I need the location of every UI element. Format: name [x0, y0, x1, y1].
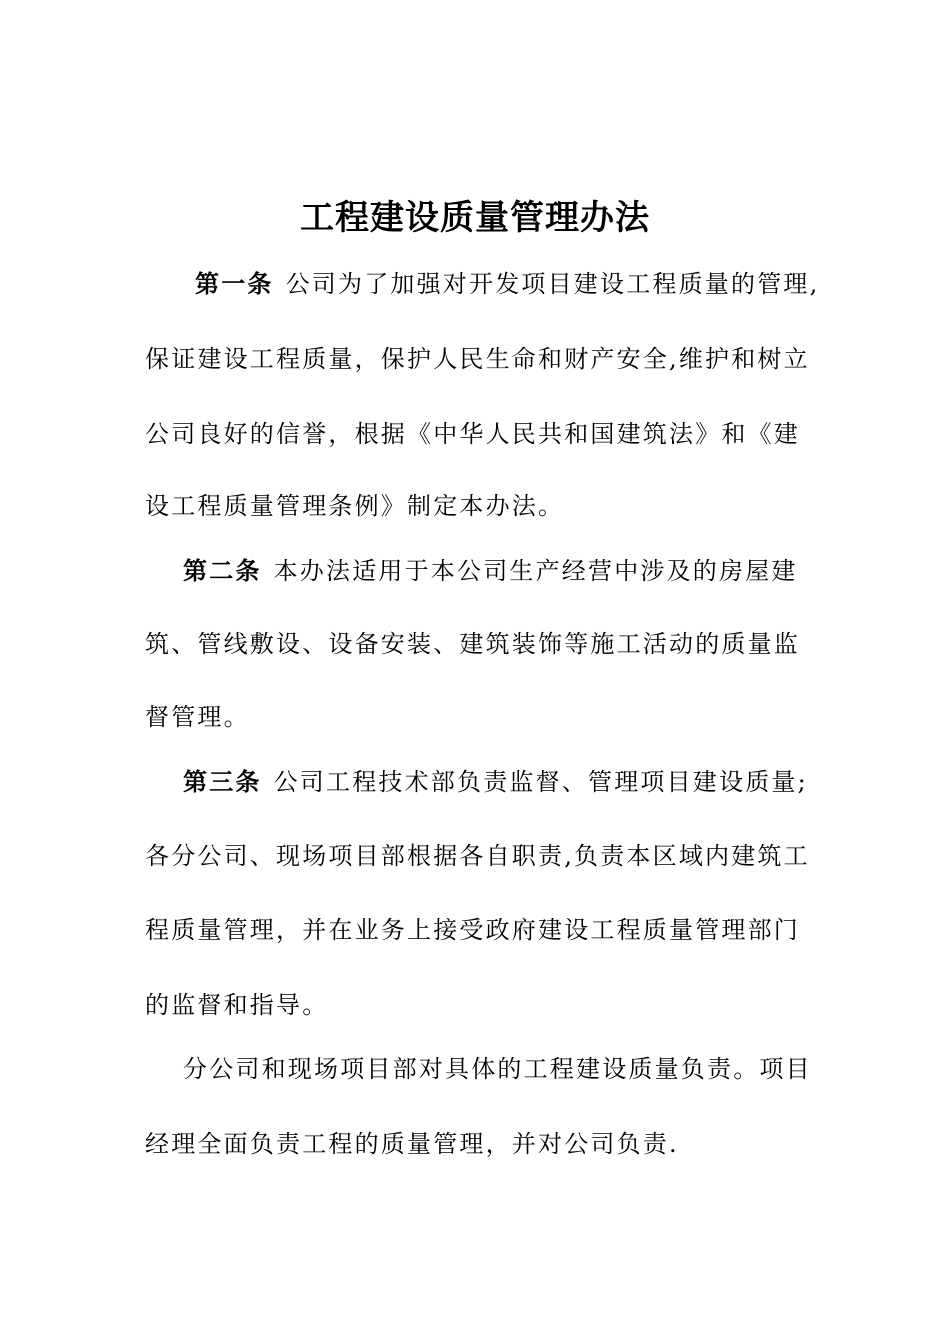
article-2-line-3: 督管理。 — [145, 703, 250, 731]
document-title: 工程建设质量管理办法 — [300, 198, 650, 238]
article-1-line-3: 公司良好的信誉，根据《中华人民共和国建筑法》和《建 — [145, 420, 800, 448]
article-1-line-4: 设工程质量管理条例》制定本办法。 — [145, 492, 565, 520]
article-1-line-1 — [195, 268, 819, 300]
article-3-text-1: 公司工程技术部负责监督、管理项目建设质量; — [273, 768, 808, 796]
article-3-label: 第三条 — [183, 767, 262, 796]
article-3-line-3: 程质量管理，并在业务上接受政府建设工程质量管理部门 — [145, 916, 800, 944]
article-2-line-2: 筑、管线敷设、设备安装、建筑装饰等施工活动的质量监 — [145, 630, 800, 658]
article-1-label: 第一条 — [195, 269, 274, 298]
article-3-line-1 — [183, 766, 808, 798]
paragraph-4-line-1: 分公司和现场项目部对具体的工程建设质量负责。项目 — [183, 1055, 812, 1083]
paragraph-4-line-2: 经理全面负责工程的质量管理，并对公司负责. — [145, 1130, 679, 1158]
article-3-line-2: 各分公司、现场项目部根据各自职责,负责本区域内建筑工 — [145, 842, 810, 870]
article-1-line-2: 保证建设工程质量，保护人民生命和财产安全,维护和树立 — [145, 345, 810, 373]
article-3-line-4: 的监督和指导。 — [145, 991, 329, 1019]
article-2-text-1: 本办法适用于本公司生产经营中涉及的房屋建 — [273, 557, 798, 585]
article-1-text-1: 公司为了加强对开发项目建设工程质量的管理, — [285, 270, 820, 298]
article-2-label: 第二条 — [183, 556, 262, 585]
article-2-line-1 — [183, 555, 798, 587]
